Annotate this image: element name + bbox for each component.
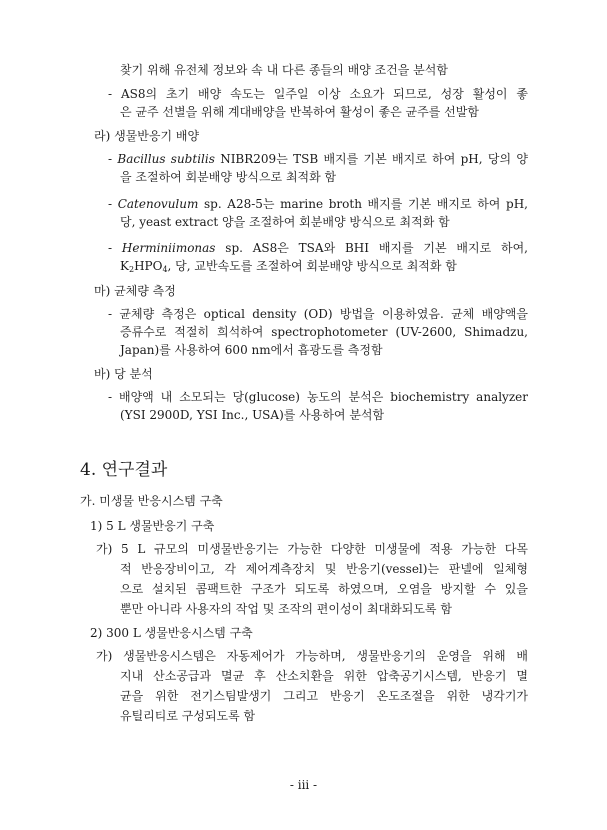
paragraph-line: 뿐만 아니라 사용자의 작업 및 조작의 편이성이 최대화되도록 함	[120, 602, 452, 616]
paragraph-line: 유틸리티로 구성되도록 함	[120, 709, 256, 723]
text-line: 찾기 위해 유전체 정보와 속 내 다른 종들의 배양 조건을 분석함	[120, 63, 448, 77]
bullet-sugar: - 배양액 내 소모되는 당(glucose) 농도의 분석은 biochemistry analyzer	[108, 390, 528, 404]
item-heading: 2) 300 L 생물반응시스템 구축	[90, 626, 253, 640]
species-name: Bacillus subtilis	[117, 152, 215, 166]
text-line: Japan)를 사용하여 600 nm에서 흡광도를 측정함	[120, 343, 383, 357]
page-number: - iii -	[289, 778, 318, 792]
formula-part: K	[120, 259, 129, 273]
subheading-sugar: 바) 당 분석	[94, 367, 153, 381]
text-span: sp. AS8은 TSA와 BHI 배지를 기본 배지로 하여,	[215, 241, 528, 255]
text-span: NIBR209는 TSB 배지를 기본 배지로 하여 pH, 당의 양	[214, 152, 528, 166]
bullet-biomass: - 균체량 측정은 optical density (OD) 방법을 이용하였음. 균체 배양액을	[108, 307, 528, 321]
bullet-dash: -	[108, 197, 113, 211]
bullet-as8-subculture: - AS8의 초기 배양 속도는 일주일 이상 소요가 되므로, 성장 활성이 좋	[108, 87, 528, 101]
text-line: (YSI 2900D, YSI Inc., USA)를 사용하여 분석함	[120, 408, 385, 422]
bullet-dash: -	[108, 241, 113, 255]
subheading-biomass: 마) 균체량 측정	[94, 284, 176, 298]
text-line: 은 균주 선별을 위해 계대배양을 반복하여 활성이 좋은 균주를 선발함	[120, 105, 479, 119]
paragraph-line: 으로 설치된 콤팩트한 구조가 되도록 하였으며, 오염을 방지할 수 있을	[120, 582, 528, 596]
text-line: 증류수로 적절히 희석하여 spectrophotometer (UV-2600, Shimadzu,	[120, 325, 528, 339]
species-name: Catenovulum	[117, 197, 199, 211]
text-line: 당, yeast extract 양을 조절하여 회분배양 방식으로 최적화 함	[120, 215, 450, 229]
paragraph-line: 가) 생물반응시스템은 자동제어가 가능하며, 생물반응기의 운영을 위해 배	[96, 649, 528, 663]
paragraph-line: 균을 위한 전기스팀발생기 그리고 반응기 온도조절을 위한 냉각기가	[120, 689, 528, 703]
text-span: , 당, 교반속도를 조절하여 회분배양 방식으로 최적화 함	[167, 259, 457, 273]
species-name: Herminiimonas	[121, 241, 216, 255]
bullet-dash: -	[108, 152, 113, 166]
formula-subscript: 4	[162, 265, 168, 274]
paragraph-line: 가) 5 L 규모의 미생물반응기는 가능한 다양한 미생물에 적용 가능한 다목	[96, 542, 528, 556]
item-heading: 1) 5 L 생물반응기 구축	[90, 519, 215, 533]
paragraph-line: 지내 산소공급과 멸균 후 산소치환을 위한 압축공기시스템, 반응기 멸	[120, 669, 528, 683]
subsection-heading: 가. 미생물 반응시스템 구축	[80, 494, 223, 508]
formula-part: HPO	[134, 259, 163, 273]
paragraph-line: 적 반응장비이고, 각 제어계측장치 및 반응기(vessel)는 판넬에 일체형	[120, 562, 528, 576]
text-line: 을 조절하여 회분배양 방식으로 최적화 함	[120, 170, 337, 184]
bullet-catenovulum	[108, 196, 528, 212]
text-span: sp. A28-5는 marine broth 배지를 기본 배지로 하여 pH,	[198, 197, 528, 211]
bullet-herminiimonas	[108, 240, 528, 256]
text-line	[120, 258, 457, 274]
subheading-bioreactor: 라) 생물반응기 배양	[94, 129, 200, 143]
section-title: 4. 연구결과	[80, 460, 168, 480]
bullet-bacillus	[108, 151, 528, 167]
formula-subscript: 2	[128, 265, 135, 274]
